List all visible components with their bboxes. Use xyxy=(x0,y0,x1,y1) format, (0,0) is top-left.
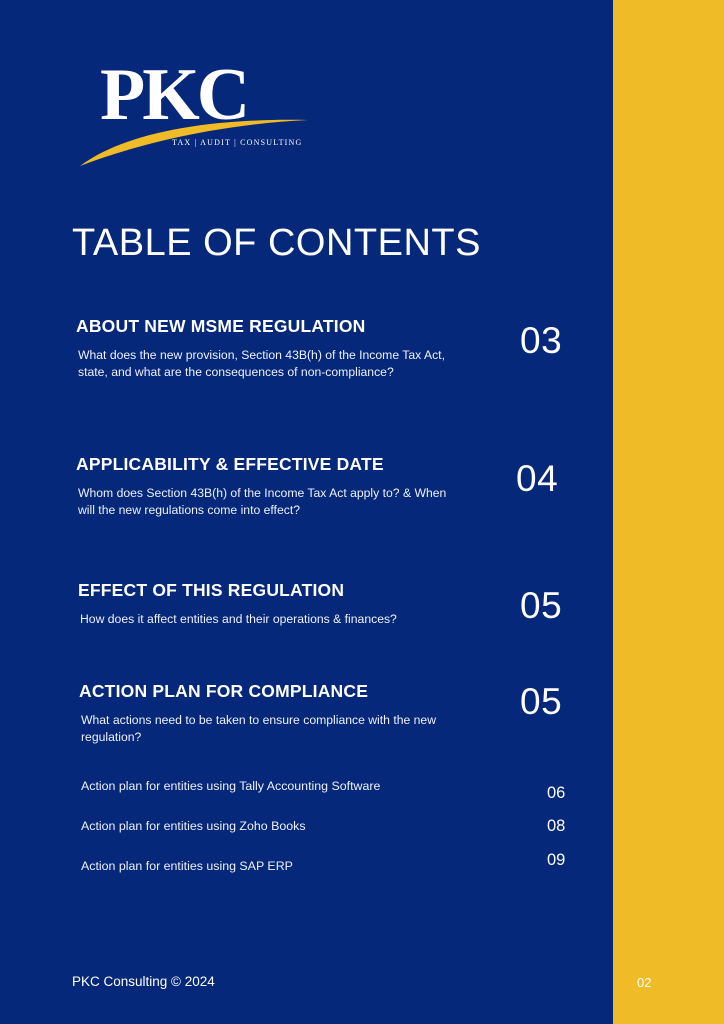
logo-tagline: TAX | AUDIT | CONSULTING xyxy=(172,138,303,147)
section-description: What actions need to be taken to ensure compliance with the new regulation? xyxy=(81,713,437,744)
logo-wordmark: PKC xyxy=(100,54,248,136)
subitem-page-number: 06 xyxy=(547,784,566,802)
section-page-number: 04 xyxy=(516,458,559,499)
subitem-page-number: 09 xyxy=(547,851,566,869)
section-description: Whom does Section 43B(h) of the Income Tax Act apply to? & When will the new regulations come into effect? xyxy=(78,486,447,517)
section-page-number: 03 xyxy=(520,320,563,361)
toc-subitem-sap[interactable]: Action plan for entities using SAP ERP xyxy=(81,859,293,873)
footer-copyright: PKC Consulting © 2024 xyxy=(72,974,215,989)
toc-subitem-tally[interactable]: Action plan for entities using Tally Accounting Software xyxy=(81,779,381,793)
footer-page-number: 02 xyxy=(637,975,652,990)
page-title: TABLE OF CONTENTS xyxy=(72,222,481,264)
yellow-side-band xyxy=(613,0,724,1024)
section-heading: EFFECT OF THIS REGULATION xyxy=(78,580,345,600)
toc-section-about[interactable] xyxy=(76,316,458,381)
section-heading: ACTION PLAN FOR COMPLIANCE xyxy=(79,681,369,701)
section-heading: APPLICABILITY & EFFECTIVE DATE xyxy=(76,454,384,474)
toc-section-applicability[interactable] xyxy=(76,454,463,519)
section-heading: ABOUT NEW MSME REGULATION xyxy=(76,316,366,336)
section-page-number: 05 xyxy=(520,681,563,722)
toc-subitem-zoho[interactable]: Action plan for entities using Zoho Books xyxy=(81,819,306,833)
subitem-page-number: 08 xyxy=(547,817,566,835)
section-description: How does it affect entities and their operations & finances? xyxy=(80,612,397,626)
section-page-number: 05 xyxy=(520,585,563,626)
section-description: What does the new provision, Section 43B(h) of the Income Tax Act, state, and what are the consequences of non-compliance? xyxy=(78,348,445,379)
toc-section-action-plan[interactable] xyxy=(79,681,456,746)
toc-section-effect[interactable] xyxy=(78,580,460,628)
